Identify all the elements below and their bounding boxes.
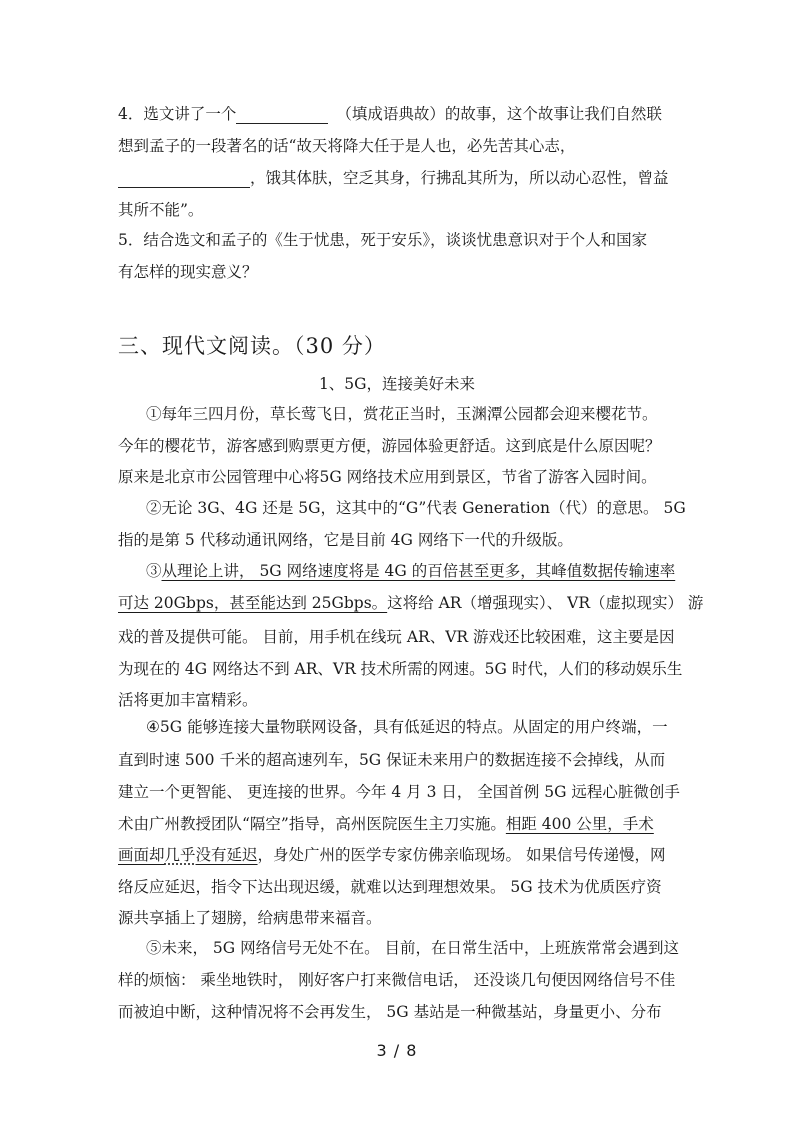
paragraph-4-line: 直到时速 500 千米的超高速列车，5G 保证未来用户的数据连接不会掉线，从而: [118, 751, 666, 769]
page-number: 3 / 8: [376, 1041, 418, 1060]
paragraph-3-line: 活将更加丰富精彩。: [118, 691, 258, 709]
question-4-line-2: 想到孟子的一段著名的话“故天将降大任于是人也，必先苦其心志，: [118, 137, 576, 155]
question-4-text: ，饿其体肤，空乏其身，行拂乱其所为，所以动心忍性，曾益: [250, 169, 669, 187]
underlined-sentence: 没有延迟: [195, 846, 258, 864]
paragraph-4-line: 建立一个更智能、 更连接的世界。今年 4 月 3 日， 全国首例 5G 远程心脏微创手: [118, 783, 680, 801]
paragraph-3-line: [146, 561, 675, 581]
paragraph-text: ，身处广州的医学专家仿佛亲临现场。 如果信号传递慢，网: [257, 846, 666, 864]
question-4-line-3: [118, 168, 669, 188]
paragraph-4-line: ④5G 能够连接大量物联网设备，具有低延迟的特点。从固定的用户终端，一: [146, 718, 668, 736]
paragraph-2-line: 指的是第 5 代移动通讯网络，它是目前 4G 网络下一代的升级版。: [118, 531, 573, 549]
paragraph-text: 这将给 AR（增强现实）、 VR（虚拟现实） 游: [387, 594, 704, 612]
underlined-sentence: 画面却: [118, 846, 165, 864]
paragraph-1-line: ①每年三四月份，草长莺飞日，赏花正当时，玉渊潭公园都会迎来樱花节。: [146, 405, 658, 423]
paragraph-2-line: ②无论 3G、4G 还是 5G，这其中的“G”代表 Generation（代）的意思。 5G: [146, 499, 686, 517]
paragraph-3-line: 戏的普及提供可能。 目前，用手机在线玩 AR、VR 游戏还比较困难，这主要是因: [118, 628, 675, 646]
paragraph-4-line: [118, 845, 665, 865]
paragraph-number: ③: [146, 562, 162, 580]
question-4-text: 4．选文讲了一个: [118, 105, 237, 123]
question-4-line-1: [118, 104, 662, 124]
article-title: 1、5G，连接美好未来: [318, 375, 476, 393]
question-4-text: （填成语典故）的故事，这个故事让我们自然联: [336, 105, 662, 123]
answer-blank-idiom[interactable]: [236, 107, 328, 124]
paragraph-4-line: 络反应延迟，指令下达出现迟缓，就难以达到理想效果。 5G 技术为优质医疗资: [118, 878, 662, 896]
question-4-line-4: 其所不能”。: [118, 201, 204, 219]
paragraph-1-line: 今年的樱花节，游客感到购票更方便，游园体验更舒适。这到底是什么原因呢？: [118, 437, 661, 455]
paragraph-1-line: 原来是北京市公园管理中心将5G 网络技术应用到景区，节省了游客入园时间。: [118, 468, 657, 486]
paragraph-3-line: 为现在的 4G 网络达不到 AR、VR 技术所需的网速。5G 时代，人们的移动娱乐生: [118, 660, 683, 678]
paragraph-5-line: 样的烦恼： 乘坐地铁时， 刚好客户打来微信电话， 还没谈几句便因网络信号不佳: [118, 971, 676, 989]
answer-blank-quote[interactable]: [118, 171, 250, 188]
underlined-sentence: 从理论上讲， 5G 网络速度将是 4G 的百倍甚至更多，其峰值数据传输速率: [161, 562, 676, 580]
dotted-emphasis-word: 几乎: [164, 846, 196, 864]
paragraph-3-line: [118, 593, 703, 613]
question-5-line-1: 5．结合选文和孟子的《生于忧患，死于安乐》，谈谈忧患意识对于个人和国家: [118, 231, 648, 249]
paragraph-5-line: ⑤未来， 5G 网络信号无处不在。 目前，在日常生活中，上班族常常会遇到这: [146, 939, 680, 957]
question-5-line-2: 有怎样的现实意义？: [118, 263, 258, 281]
paragraph-4-line: [118, 814, 654, 834]
paragraph-4-line: 源共享插上了翅膀，给病患带来福音。: [118, 909, 382, 927]
paragraph-5-line: 而被迫中断，这种情况将不会再发生， 5G 基站是一种微基站，身量更小、分布: [118, 1003, 662, 1021]
underlined-sentence: 相距 400 公里，手术: [505, 815, 654, 833]
underlined-sentence: 可达 20Gbps，甚至能达到 25Gbps。: [118, 594, 388, 612]
section-heading: 三、现代文阅读。（30 分）: [118, 334, 386, 358]
paragraph-text: 术由广州教授团队“隔空”指导，高州医院医生主刀实施。: [118, 815, 506, 833]
